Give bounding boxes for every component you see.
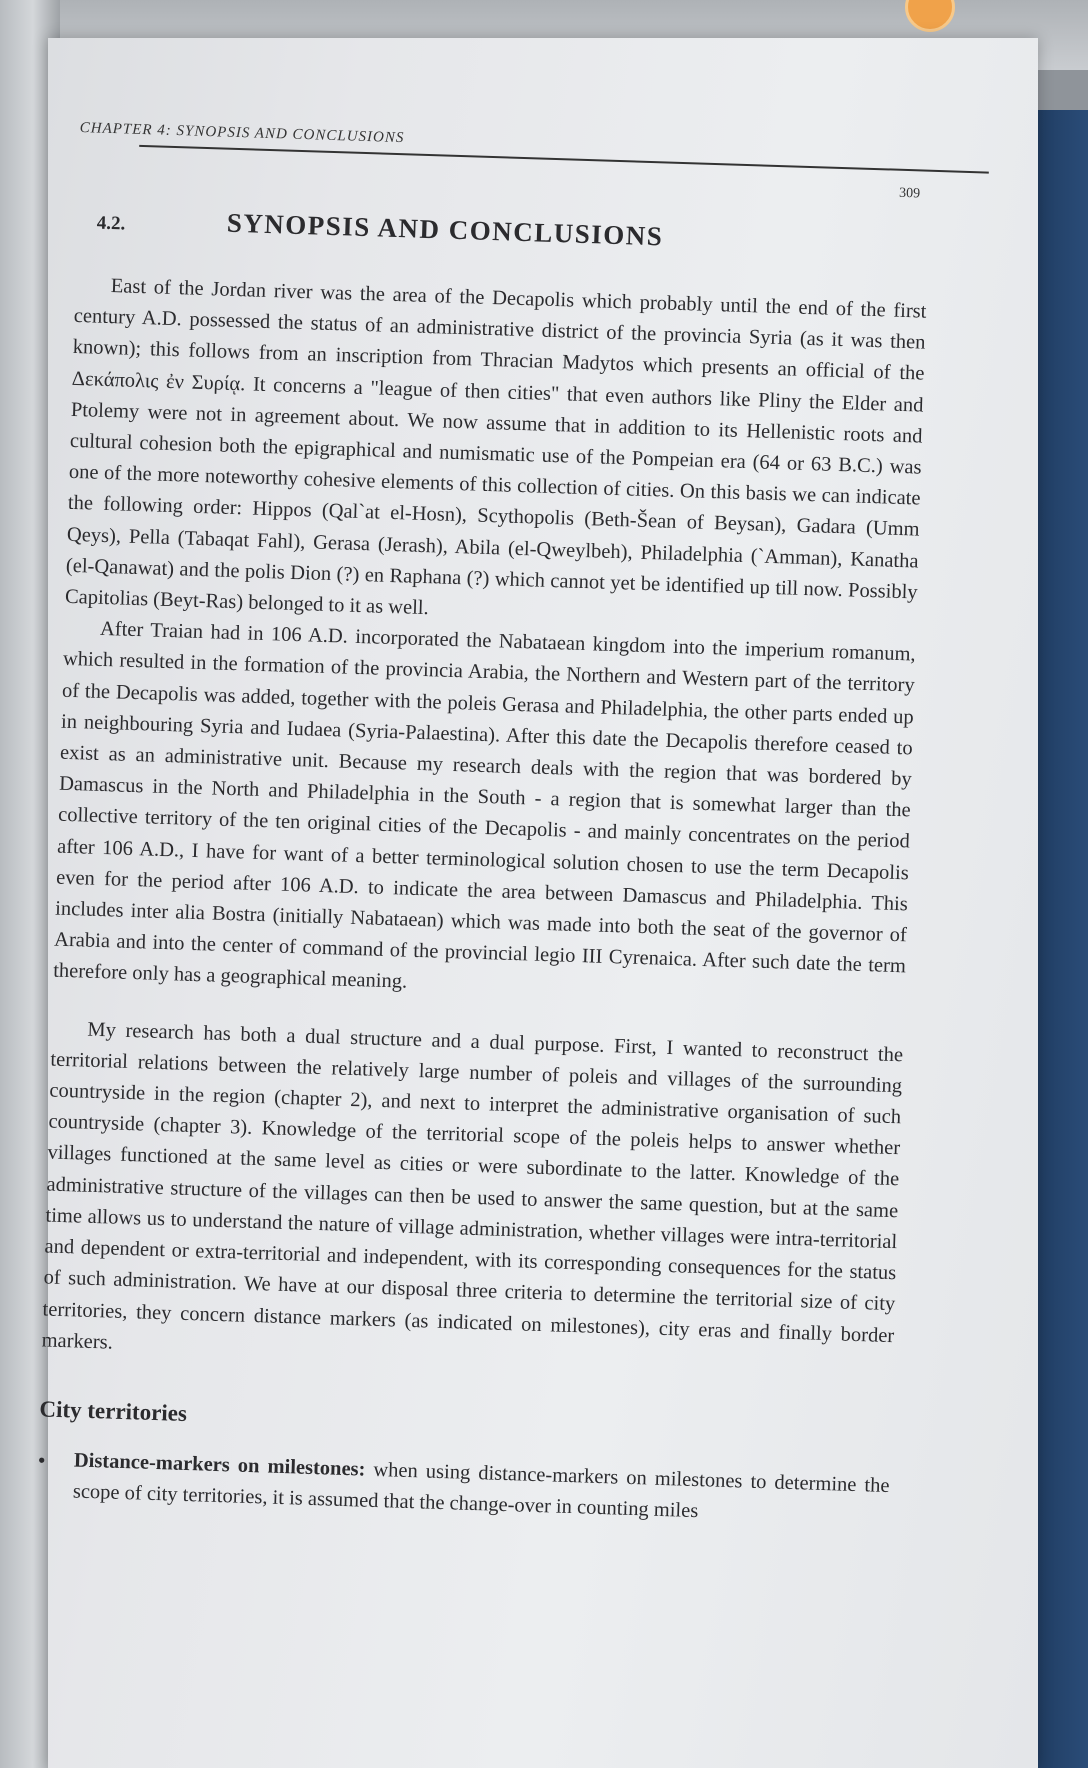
bullet-icon: • <box>37 1447 46 1473</box>
section-number: 4.2. <box>96 212 126 235</box>
bullet-text: when using distance-markers on milestones to determine the scope of city territories, it is assumed that the change-over in counting miles <box>72 1458 890 1523</box>
subheading-city-territories: City territories <box>39 1396 188 1426</box>
paragraph-2: After Traian had in 106 A.D. incorporated the Nabataean kingdom into the imperium romanum, which resulted in the formation of the provincia Arabia, the Northern and Western part of the territory of the Decapolis was added, together with the poleis Gerasa and Philadelphia, the other parts ended up in neighbouring Syria and Iudaea (Syria-Palaestina). After this date the Decapolis therefore ceased to exist as an administrative unit. Because my research deals with the region that was bordered by Damascus in the North and Philadelphia in the South - a region that is somewhat larger than the collective territory of the ten original cities of the Decapolis - and mainly concentrates on the period after 106 A.D., I have for want of a better terminological solution chosen to use the term Decapolis even for the period after 106 A.D. to indicate the area between Damascus and Philadelphia. This includes inter alia Bostra (initially Nabataean) which was made into both the seat of the governor of Arabia and into the center of command of the provincial legio III Cyrenaica. After such date the term therefore only has a geographical meaning. <box>52 618 916 994</box>
bullet-lead: Distance-markers on milestones: <box>73 1449 366 1481</box>
paragraph-3: My research has both a dual structure and a dual purpose. First, I wanted to reconstruct the territorial relations between the relatively large number of poleis and villages of the surrounding countryside in the region (chapter 2), and next to interpret the administrative organisation of such countryside (chapter 3). Knowledge of the territorial scope of the poleis helps to answer whether villages functioned at the same level as cities or were subordinate to the latter. Knowledge of the administrative structure of the villages can then be used to answer the same question, but at the same time allows us to understand the nature of village administration, whether villages were intra-territorial and dependent or extra-territorial and independent, with its corresponding consequences for the status of such administration. We have at our disposal three criteria to determine the territorial size of city territories, they concern distance markers (as indicated on milestones), city eras and finally border markers. <box>41 1018 904 1354</box>
running-head: CHAPTER 4: SYNOPSIS AND CONCLUSIONS <box>79 120 405 147</box>
book-page <box>37 38 1038 1768</box>
page-number: 309 <box>898 185 921 202</box>
bullet-item <box>36 1444 890 1533</box>
page-content <box>36 120 991 1535</box>
section-title: SYNOPSIS AND CONCLUSIONS <box>226 207 664 252</box>
paragraph-1: East of the Jordan river was the area of the Decapolis which probably until the end of the first century A.D. possessed the status of an administrative district of the provincia Syria (as it was then known); this follows from an inscription from Thracian Madytos which presents an official of the Δεκάπολις ἐν Συρίᾳ. It concerns a "league of then cities" that even authors like Pliny the Elder and Ptolemy were not in agreement about. We now assume that in addition to its Hellenistic roots and cultural cohesion both the epigraphical and numismatic use of the Pompeian era (64 or 63 B.C.) was one of the more noteworthy cohesive elements of this collection of cities. On this basis we can indicate the following order: Hippos (Qal`at el-Hosn), Scythopolis (Beth-Šean of Beysan), Gadara (Umm Qeys), Pella (Tabaqat Fahl), Gerasa (Jerash), Abila (el-Qweylbeh), Philadelphia (`Amman), Kanatha (el-Qanawat) and the polis Dion (?) en Raphana (?) which cannot yet be identified up till now. Possibly Capitolias (Beyt-Ras) belonged to it as well. <box>64 275 927 620</box>
